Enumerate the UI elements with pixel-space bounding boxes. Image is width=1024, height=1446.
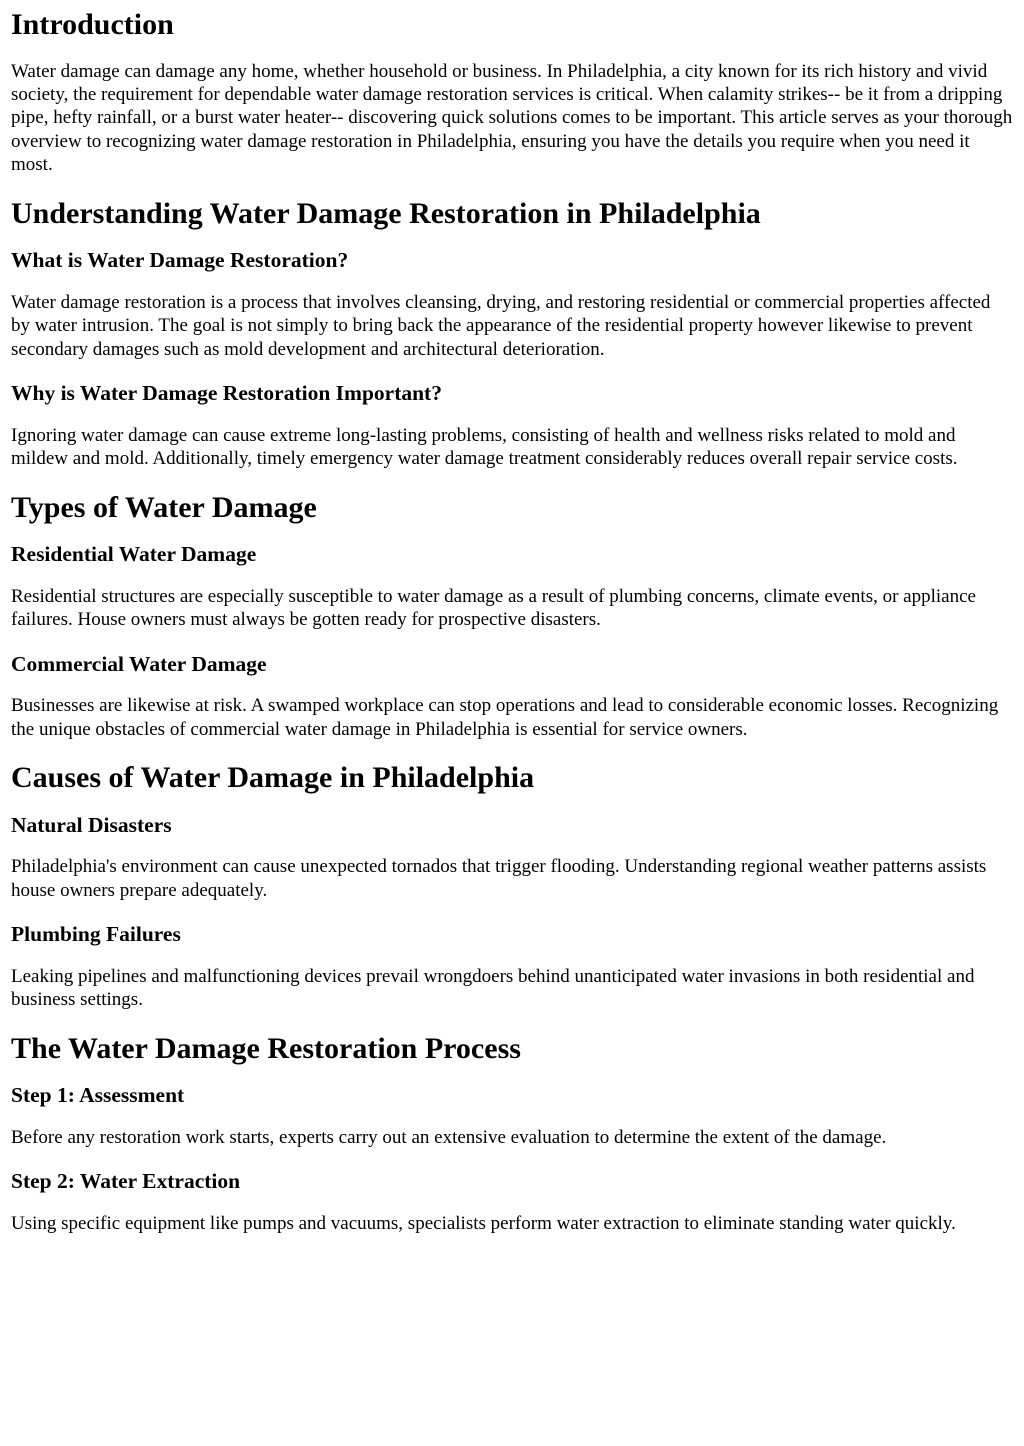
article <box>11 8 1014 1235</box>
subsection-heading: Plumbing Failures <box>11 922 181 947</box>
subsection-paragraph: Ignoring water damage can cause extreme long-lasting problems, consisting of health and wellness risks related to mold and mildew and mold. Additionally, timely emergency water damage treatment considerably reduces overall repair service costs. <box>11 424 958 470</box>
subsection-heading: Natural Disasters <box>11 812 172 837</box>
subsection-heading: Step 1: Assessment <box>11 1083 185 1108</box>
subsection-what-is <box>11 248 1014 361</box>
subsection-paragraph: Using specific equipment like pumps and vacuums, specialists perform water extraction to eliminate standing water quickly. <box>11 1212 956 1234</box>
section-understanding <box>11 197 1014 471</box>
subsection-paragraph: Residential structures are especially susceptible to water damage as a result of plumbing concerns, climate events, or appliance failures. House owners must always be gotten ready for prospective disasters. <box>11 585 976 631</box>
subsection-why-important <box>11 381 1014 471</box>
subsection-heading: Commercial Water Damage <box>11 651 267 676</box>
subsection-heading: Why is Water Damage Restoration Important? <box>11 380 442 405</box>
intro-paragraph: Water damage can damage any home, whether household or business. In Philadelphia, a city known for its rich history and vivid society, the requirement for dependable water damage restoration services is critical. When calamity strikes-- be it from a dripping pipe, hefty rainfall, or a burst water heater-- discovering quick solutions comes to be important. This article serves as your thorough overview to recognizing water damage restoration in Philadelphia, ensuring you have the details you require when you need it most. <box>11 60 1013 176</box>
subsection-heading: What is Water Damage Restoration? <box>11 248 349 273</box>
subsection-heading: Residential Water Damage <box>11 542 257 566</box>
subsection-heading: Step 2: Water Extraction <box>11 1169 241 1194</box>
subsection-plumbing-failures <box>11 922 1014 1012</box>
subsection-step-1 <box>11 1083 1014 1149</box>
subsection-natural-disasters <box>11 813 1014 903</box>
subsection-paragraph: Businesses are likewise at risk. A swamped workplace can stop operations and lead to considerable economic losses. Recognizing the unique obstacles of commercial water damage in Philadelphia is essential for service owners. <box>11 695 999 740</box>
subsection-step-2 <box>11 1169 1014 1235</box>
section-heading: Types of Water Damage <box>11 490 317 524</box>
subsection-residential <box>11 542 1014 632</box>
section-heading: Understanding Water Damage Restoration in Philadelphia <box>11 196 761 230</box>
intro-section <box>11 8 1014 177</box>
subsection-paragraph: Water damage restoration is a process that involves cleansing, drying, and restoring residential or commercial properties affected by water intrusion. The goal is not simply to bring back the appearance of the residential property however likewise to prevent secondary damages such as mold development and architectural deterioration. <box>11 291 991 360</box>
intro-heading: Introduction <box>11 8 174 41</box>
section-heading: The Water Damage Restoration Process <box>11 1031 521 1065</box>
section-process <box>11 1032 1014 1236</box>
subsection-paragraph: Before any restoration work starts, experts carry out an extensive evaluation to determine the extent of the damage. <box>11 1126 887 1148</box>
subsection-paragraph: Philadelphia's environment can cause unexpected tornados that trigger flooding. Understanding regional weather patterns assists house owners prepare adequately. <box>11 856 987 901</box>
section-causes <box>11 761 1014 1012</box>
section-heading: Causes of Water Damage in Philadelphia <box>11 761 535 795</box>
subsection-commercial <box>11 652 1014 742</box>
section-types <box>11 491 1014 742</box>
subsection-paragraph: Leaking pipelines and malfunctioning devices prevail wrongdoers behind unanticipated water invasions in both residential and business settings. <box>11 965 975 1011</box>
